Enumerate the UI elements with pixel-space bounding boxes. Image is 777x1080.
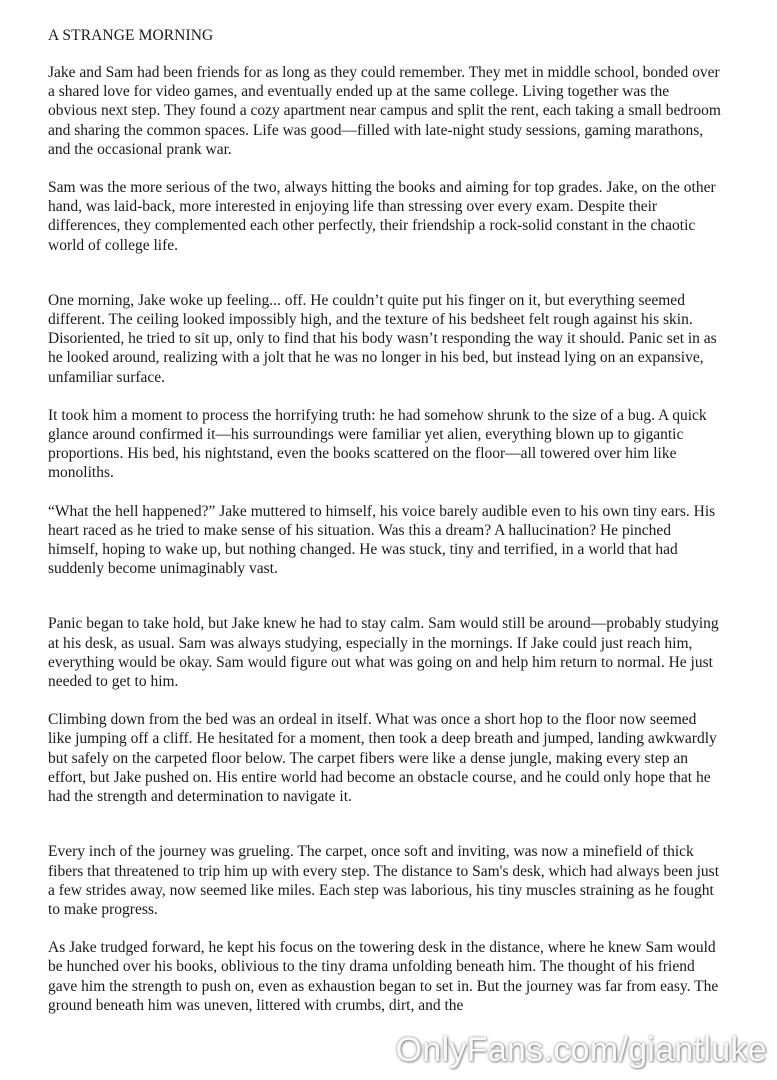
paragraph: One morning, Jake woke up feeling... off. He couldn’t quite put his finger on it, but everything seemed different. The ceiling looked impossibly high, and the texture of his bedsheet felt rough against his skin. Disoriented, he tried to sit up, only to find that his body wasn’t responding the way it should. Panic set in as he looked around, realizing with a jolt that he was no longer in his bed, but instead lying on an expansive, unfamiliar surface. xyxy=(48,291,717,386)
paragraph: As Jake trudged forward, he kept his focus on the towering desk in the distance, where he knew Sam would be hunched over his books, oblivious to the tiny drama unfolding beneath him. The thought of his friend gave him the strength to push on, even as exhaustion began to set in. But the journey was far from easy. The ground beneath him was uneven, littered with crumbs, dirt, and the xyxy=(48,939,719,1014)
paragraph: Every inch of the journey was grueling. The carpet, once soft and inviting, was now a minefield of thick fibers that threatened to trip him up with every step. The distance to Sam's desk, which had always been just a few strides away, now seemed like miles. Each step was laborious, his tiny muscles straining as he fought to make progress. xyxy=(48,843,719,918)
document-title: A STRANGE MORNING xyxy=(48,27,214,44)
paragraph: Sam was the more serious of the two, always hitting the books and aiming for top grades. Jake, on the other hand, was laid-back, more interested in enjoying life than stressing over every exam. Despite their differences, they complemented each other perfectly, their friendship a rock-solid constant in the chaotic world of college life. xyxy=(48,179,716,254)
paragraph: “What the hell happened?” Jake muttered to himself, his voice barely audible even to his own tiny ears. His heart raced as he tried to make sense of his situation. Was this a dream? A hallucination? He pinched himself, hoping to wake up, but nothing changed. He was stuck, tiny and terrified, in a world that had suddenly become unimaginably vast. xyxy=(48,502,716,578)
paragraph: Panic began to take hold, but Jake knew he had to stay calm. Sam would still be around—probably studying at his desk, as usual. Sam was always studying, especially in the mornings. If Jake could just reach him, everything would be okay. Sam would figure out what was going on and help him return to normal. He just needed to get to him. xyxy=(48,615,719,691)
watermark: OnlyFans.com/giantluke xyxy=(395,1031,767,1069)
paragraph: It took him a moment to process the horrifying truth: he had somehow shrunk to the size of a bug. A quick glance around confirmed it—his surroundings were familiar yet alien, everything blown up to gigantic proportions. His bed, his nightstand, even the books scattered on the floor—all towered over him like monoliths. xyxy=(48,406,707,482)
document-page xyxy=(48,26,722,1034)
paragraph: Jake and Sam had been friends for as long as they could remember. They met in middle school, bonded over a shared love for video games, and eventually ended up at the same college. Living together was the obvious next step. They found a cozy apartment near campus and split the rent, each taking a small bedroom and sharing the common spaces. Life was good—filled with late-night study sessions, gaming marathons, and the occasional prank war. xyxy=(48,64,721,158)
paragraph: Climbing down from the bed was an ordeal in itself. What was once a short hop to the floor now seemed like jumping off a cliff. He hesitated for a moment, then took a deep breath and jumped, landing awkwardly but safely on the carpeted floor below. The carpet fibers were like a dense jungle, making every step an effort, but Jake pushed on. His entire world had become an obstacle course, and he could only hope that he had the strength and determination to navigate it. xyxy=(48,711,717,806)
